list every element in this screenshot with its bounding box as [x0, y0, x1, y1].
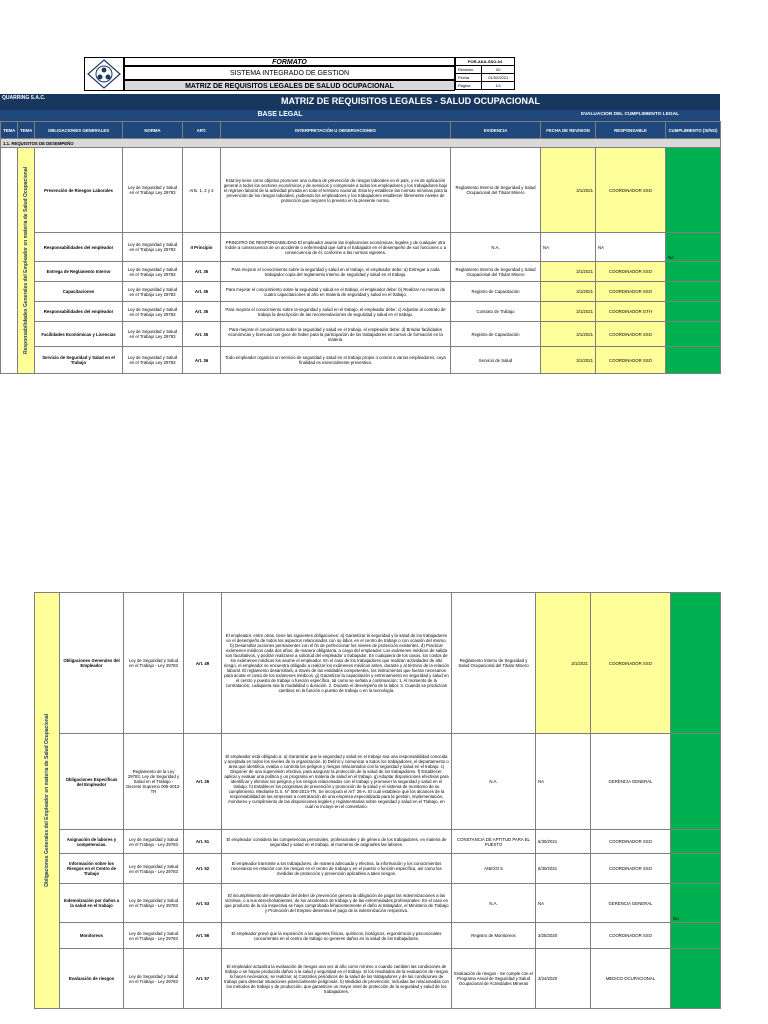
- col-responsable: RESPONSABLE: [596, 122, 666, 139]
- row-responsible: COORDINADOR SSO: [596, 282, 666, 302]
- row-evidence: Registro de Capacitación: [451, 322, 541, 347]
- row-interp: El empleador considera las competencias personales, profesionales y de género de los trabajadores, en materia de seguridad y salud en el trabajo, al momento de asignarles las labores.: [222, 830, 452, 854]
- row-obligation: Servicio de Seguridad y Salud en el Trabajo: [35, 347, 123, 374]
- row-art: II Principio: [183, 233, 221, 262]
- meta-value: 00: [482, 66, 515, 74]
- table-row: [35, 949, 721, 1009]
- row-date: 3/25/2020: [536, 923, 591, 949]
- group-label: Obligaciones Generales del Empleador en materia de Salud Ocupacional: [43, 714, 50, 887]
- row-evidence: Contrato de Trabajo: [451, 302, 541, 322]
- row-date: NA: [536, 734, 591, 830]
- row-responsible: COORDINADOR GTH: [596, 302, 666, 322]
- row-evidence: N.A.: [452, 734, 536, 830]
- row-responsible: COORDINADOR SSO: [596, 148, 666, 233]
- row-evidence: Reglamento Interno de Seguridad y Salud Ocupacional del Titular Minero: [451, 262, 541, 282]
- meta-box: [455, 57, 515, 90]
- row-art: Arts. 1, 2 y 3: [183, 148, 221, 233]
- col-obligaciones: OBLIGACIONES GENERALES: [35, 122, 123, 139]
- row-art: Art. 35: [183, 302, 221, 322]
- row-obligation: Información sobre los Riesgos en el Centro de Trabajo: [60, 854, 124, 884]
- row-compliance: NA: [671, 884, 721, 923]
- row-art: Art. 52: [184, 854, 222, 884]
- section-title: 1.1. REQUISITOS DE DESEMPEÑO: [1, 139, 721, 148]
- row-norma: Ley de Seguridad y Salud en el Trabajo Ley 29783: [123, 233, 183, 262]
- table-header-row: [1, 122, 721, 139]
- row-art: Art. 56: [184, 923, 222, 949]
- row-obligation: Evaluación de riesgos: [60, 949, 124, 1009]
- col-tema: TEMA: [1, 122, 18, 139]
- row-compliance: [671, 593, 721, 734]
- row-interp: El empleador transmite a los trabajadores, de manera adecuada y efectiva, la información y los conocimientos necesarios en relación con los riesgos en el centro de trabajo y en el puesto o función específica, así como las medidas de protección y prevención aplicables a tales riesgos.: [222, 854, 452, 884]
- table-row: [35, 884, 721, 923]
- meta-label: Página: [456, 82, 482, 90]
- col-tema2: TEMA: [18, 122, 35, 139]
- row-date: 3/1/2021: [541, 148, 596, 233]
- row-date: 3/1/2021: [541, 347, 596, 374]
- row-date: 6/30/2021: [536, 830, 591, 854]
- row-obligation: Prevención de Riesgos Laborales: [35, 148, 123, 233]
- row-norma: Ley de Seguridad y Salud en el Trabajo Ley 29783: [123, 282, 183, 302]
- col-interpretacion: INTERPRETACIÓN U OBSERVACIONES: [221, 122, 451, 139]
- row-interp: El empleador está obligado a: a) Garantizar que la seguridad y salud en el trabajo sea una responsabilidad conocida y aceptada en todos los niveles de la organización. b) Definir y comunicar a todos los trabajadores, el departamento o área que identifica, evalúa o controla los peligros y riesgos relacionados con la seguridad y salud en el trabajo. c) Disponer de una supervisión efectiva, para asegurar la protección de la salud de los trabajadores. f) Establecer, aplicar y evaluar una política y un programa en materia de salud en el trabajo. g) Adoptar disposiciones efectivas para identificar y eliminar los peligros y los riesgos relacionados con el trabajo y promover la seguridad y salud en el trabajo. h) Establecer los programas de prevención y promoción de la salud y el sistema de monitoreo de su cumplimiento. Mediante D.S. N° 006-2014-TR. Se incorpora el Art° 26-A. El cual establece que los alcances de la responsabilidad de las empresas a contratación de una empresa especializada para la gestión, implementación, monitoreo y cumplimiento de las disposiciones legales y reglamentarias sobre seguridad y salud en el Trabajo, en cual no incluye en el comentario.: [222, 734, 452, 830]
- row-compliance: [671, 854, 721, 884]
- meta-value: 01/02/2021: [482, 74, 515, 82]
- meta-label: Fecha: [456, 74, 482, 82]
- group-label: Responsabilidades Generales del Empleador en materia de Salud Ocupacional: [22, 166, 29, 354]
- row-evidence: N.A.: [452, 884, 536, 923]
- row-compliance: NA: [666, 233, 721, 262]
- row-obligation: Asignación de labores y competencias.: [60, 830, 124, 854]
- row-interp: Para mejorar el conocimiento sobre la seguridad y salud en el trabajo, el empleador debe: b) Realizar no menos de cuatro capacitaciones al año en materia de seguridad y salud en el trabajo.: [221, 282, 451, 302]
- row-evidence: Servicio de Salud: [451, 347, 541, 374]
- row-art: Art. 35: [183, 322, 221, 347]
- table-row: [35, 830, 721, 854]
- row-obligation: Facilidades Económicas y Licencias: [35, 322, 123, 347]
- row-obligation: Capacitaciones: [35, 282, 123, 302]
- row-evidence: Registro de Monitoreos: [452, 923, 536, 949]
- row-norma: Ley de Seguridad y Salud en el Trabajo Ley 29783: [123, 148, 183, 233]
- row-responsible: NA: [596, 233, 666, 262]
- row-interp: Esta ley tiene como objetivo promover una cultura de prevención de riesgos laborales en el país, y es de aplicación general a todos los sectores económicos y de servicios y comprende a todos los empleadores y los trabajadores bajo el régimen laboral de la actividad privada en todo el territorio nacional. Esta ley establece las normas mínimas para la prevención de los riesgos laborales, pudiendo los empleadores y los trabajadores establecer libremente niveles de protección que mejoren lo previsto en la presente norma.: [221, 148, 451, 233]
- row-art: Art. 35: [183, 282, 221, 302]
- row-art: Art. 35: [183, 262, 221, 282]
- table-row: [1, 347, 721, 374]
- row-norma: Ley de Seguridad y Salud en el Trabajo - Ley 29783: [124, 949, 184, 1009]
- row-compliance: [671, 830, 721, 854]
- table-row: [35, 593, 721, 734]
- row-evidence: Reglamento Interno de Seguridad y Salud Ocupacional del Titular Minero: [451, 148, 541, 233]
- row-compliance: [671, 923, 721, 949]
- row-norma: Ley de Seguridad y Salud en el Trabajo - Ley 29783: [124, 884, 184, 923]
- row-responsible: COORDINADOR SSO: [596, 322, 666, 347]
- row-evidence: CONSTANCIA DE APTITUD PARA EL PUESTO: [452, 830, 536, 854]
- col-norma: NORMA: [123, 122, 183, 139]
- base-legal-band: [0, 110, 720, 121]
- col-evidencia: EVIDENCIA: [451, 122, 541, 139]
- row-interp: El empleador prevé que la exposición a los agentes físicos, químicos, biológicos, ergonómicos y psicosociales concurrentes en el centro de trabajo no generen daños en la salud de los trabajadores.: [222, 923, 452, 949]
- row-art: Art. 49: [184, 593, 222, 734]
- matrix-title: MATRIZ DE REQUISITOS LEGALES DE SALUD OCUPACIONAL: [124, 80, 455, 91]
- row-compliance: [666, 282, 721, 302]
- row-obligation: Responsabilidades del empleador: [35, 233, 123, 262]
- meta-value: 1/1: [482, 82, 515, 90]
- row-norma: Ley de Seguridad y Salud en el Trabajo Ley 29783: [123, 322, 183, 347]
- base-legal-label: BASE LEGAL: [257, 111, 303, 118]
- evaluation-label: EVALUACION DEL CUMPLIMIENTO LEGAL: [580, 112, 680, 117]
- group-label-cell: [35, 593, 60, 1009]
- table-row: [35, 923, 721, 949]
- row-compliance: [666, 148, 721, 233]
- row-norma: Ley de Seguridad y Salud en el Trabajo Ley 29783: [123, 302, 183, 322]
- row-interp: Para mejorar el conocimiento sobre la seguridad y salud en el trabajo, el empleador debe: d) Brindar facilidades económicas y licencias con goce de haber para la participación de los trabajadores en cursos de formación en la materia.: [221, 322, 451, 347]
- group-cell: [1, 148, 18, 374]
- row-art: Art. 26: [184, 734, 222, 830]
- row-obligation: Indemnización por daños a la salud en el trabajo: [60, 884, 124, 923]
- row-compliance: [671, 949, 721, 1009]
- format-title: FORMATO: [124, 57, 455, 66]
- table-row: [35, 734, 721, 830]
- requirements-table-2: [34, 592, 721, 1009]
- table-row: [1, 322, 721, 347]
- row-art: Art. 53: [184, 884, 222, 923]
- row-evidence: N.A.: [451, 233, 541, 262]
- company-logo-icon: [85, 58, 123, 90]
- row-responsible: COORDINADOR SSO: [591, 854, 671, 884]
- row-compliance: [666, 347, 721, 374]
- row-compliance: [671, 734, 721, 830]
- table-row: [1, 302, 721, 322]
- row-evidence: Reglamento Interno de Seguridad y Salud Ocupacional del Titular Minero: [452, 593, 536, 734]
- meta-label: Revisión: [456, 66, 482, 74]
- row-obligation: Monitoreos: [60, 923, 124, 949]
- row-interp: El incumplimiento del empleador del deber de prevención genera la obligación de pagar las indemnizaciones a las víctimas, o a sus derechohabientes, de los accidentes de trabajo y de las enfermedades profesionales. En el caso en que producto de la vía inspectiva se haya comprobado fehacientemente el daño al trabajador, el Ministerio de Trabajo y Promoción del Empleo determina el pago de la indemnización respectiva.: [222, 884, 452, 923]
- logo-box: [84, 57, 124, 91]
- row-date: 3/1/2021: [541, 322, 596, 347]
- row-compliance: [666, 322, 721, 347]
- row-date: 3/24/2020: [536, 949, 591, 1009]
- row-responsible: COORDINADOR SSO: [591, 830, 671, 854]
- row-date: 3/1/2021: [541, 262, 596, 282]
- system-title: SISTEMA INTEGRADO DE GESTION: [124, 66, 455, 80]
- row-interp: Para mejorar el conocimiento sobre la seguridad y salud en el trabajo, el empleador debe: c) Adjuntar al contrato de trabajo la descripción de las recomendaciones de seguridad y salud en el trabajo.: [221, 302, 451, 322]
- row-compliance: [666, 262, 721, 282]
- row-obligation: Entrega de Reglamento Interno: [35, 262, 123, 282]
- row-date: 3/1/2021: [536, 593, 591, 734]
- row-art: Art. 57: [184, 949, 222, 1009]
- row-obligation: Obligaciones Específicas del Empleador: [60, 734, 124, 830]
- group-label-cell: [18, 148, 35, 374]
- row-date: 3/1/2021: [541, 302, 596, 322]
- row-interp: Para mejorar el conocimiento sobre la seguridad y salud en el trabajo, el empleador debe: a) Entregar a cada trabajador copia del reglamento interno de seguridad y salud en el trabajo.: [221, 262, 451, 282]
- requirements-table-1: [0, 121, 721, 374]
- row-art: Art. 36: [183, 347, 221, 374]
- row-evidence: Registro de Capacitación: [451, 282, 541, 302]
- row-norma: Ley de Seguridad y Salud en el Trabajo - Ley 29783: [124, 854, 184, 884]
- row-art: Art. 51: [184, 830, 222, 854]
- row-responsible: COORDINADOR SSO: [596, 347, 666, 374]
- row-norma: Ley de Seguridad y Salud en el Trabajo - Ley 29783: [124, 923, 184, 949]
- row-norma: Ley de Seguridad y Salud en el Trabajo Ley 29783: [123, 262, 183, 282]
- row-norma: Ley de Seguridad y Salud en el Trabajo - Ley 29783: [124, 830, 184, 854]
- band-title: MATRIZ DE REQUISITOS LEGALES - SALUD OCUPACIONAL: [280, 96, 540, 106]
- table-row: [1, 262, 721, 282]
- row-responsible: COORDINADOR SSO: [591, 923, 671, 949]
- row-interp: El empleador, entre otras, tiene las siguientes obligaciones: a) Garantizar la seguridad y la salud de los trabajadores en el desempeño de todos los aspectos relacionados con su labor, en el centro de trabajo o con ocasión del mismo. b) Desarrollar acciones permanentes con el fin de perfeccionar los niveles de protección existentes. d) Practicar exámenes médicos cada dos años, de manera obligatoria, a cargo del empleador. Los exámenes médicos de salida son facultativos, y podrán realizarse a solicitud del empleador o trabajador. En cualquiera de los casos, los costos de los exámenes médicos los asume el empleador. En el caso de los trabajadores que realizan actividades de alto riesgo, el empleador se encuentra obligado a realizar los exámenes médicos antes, durante y al término de la relación laboral. El reglamento desarrollará, a través de las entidades competentes, los instrumentos que fueran necesarios para acotar el costo de los exámenes médicos. g) Garantizar la capacitación y entrenamiento en seguridad y salud en el centro y puesto de trabajo o función específica, tal como se señala a continuación: 1. Al momento de la contratación, cualquiera sea la modalidad o duración. 2. Durante el desempeño de la labor. 3. Cuando se produzcan cambios en la función o puesto de trabajo o en la tecnología.: [222, 593, 452, 734]
- col-cumplimiento: CUMPLIMIENTO (SI/NO): [666, 122, 721, 139]
- col-art: ART.: [183, 122, 221, 139]
- title-band: [0, 94, 720, 110]
- row-responsible: COORDINADOR SSO: [596, 262, 666, 282]
- section-row: [1, 139, 721, 148]
- row-interp: PRINCIPIO DE RESPONSABILIDAD El empleador asume las implicancias económicas, legales y de cualquier otra índole a consecuencia de un accidente o enfermedad que sufra el trabajador en el desempeño de sus funciones o a consecuencia de él, conforme a las normas vigentes.: [221, 233, 451, 262]
- row-obligation: Responsabilidades del empleador: [35, 302, 123, 322]
- row-evidence: Evaluación de riesgos - Se cumple con el Programa Anual de Seguridad y Salud Ocupacional de Actividades Mineras: [452, 949, 536, 1009]
- table-row: [1, 282, 721, 302]
- row-responsible: COORDINADOR SSO: [591, 593, 671, 734]
- row-evidence: ANEXO 5: [452, 854, 536, 884]
- row-date: 6/30/2021: [536, 854, 591, 884]
- row-norma: Reglamento de la Ley 29783, Ley de Seguridad y Salud en el Trabajo - Decreto Supremo 005-2012-TR: [124, 734, 184, 830]
- doc-code: POR-AKA-SSO-04: [456, 58, 515, 66]
- row-norma: Ley de Seguridad y Salud en el Trabajo Ley 29783: [123, 347, 183, 374]
- row-date: NA: [536, 884, 591, 923]
- table-row: [1, 233, 721, 262]
- row-date: NA: [541, 233, 596, 262]
- row-responsible: GERENCIA GENERAL: [591, 734, 671, 830]
- table-row: [35, 854, 721, 884]
- row-obligation: Obligaciones Generales del Empleador: [60, 593, 124, 734]
- row-responsible: GERENCIA GENERAL: [591, 884, 671, 923]
- row-interp: El empleador actualiza la evaluación de riesgos una vez al año como mínimo o cuando cambien las condiciones de trabajo o se hayan producido daños a la salud y seguridad en el trabajo. Si los resultados de la evaluación de riesgos lo hacen necesarios, se realizan: a) Controles periódicos de la salud de los trabajadores y de las condiciones de trabajo para detectar situaciones potencialmente peligrosas. b) Medidas de prevención, incluidas las relacionadas con los métodos de trabajo y de producción, que garanticen un mayor nivel de protección de la seguridad y salud de los trabajadores.: [222, 949, 452, 1009]
- table-row: [1, 148, 721, 233]
- col-fecha: FECHA DE REVISION: [541, 122, 596, 139]
- row-compliance: [666, 302, 721, 322]
- row-norma: Ley de Seguridad y Salud en el Trabajo - Ley 29783: [124, 593, 184, 734]
- row-date: 3/1/2021: [541, 282, 596, 302]
- row-responsible: MEDICO OCUPACIONAL: [591, 949, 671, 1009]
- company-name: QUARRING S.A.C.: [2, 95, 46, 101]
- row-interp: Todo empleador organiza un servicio de seguridad y salud en el trabajo propio o común a varios empleadores, cuya finalidad es esencialmente preventiva.: [221, 347, 451, 374]
